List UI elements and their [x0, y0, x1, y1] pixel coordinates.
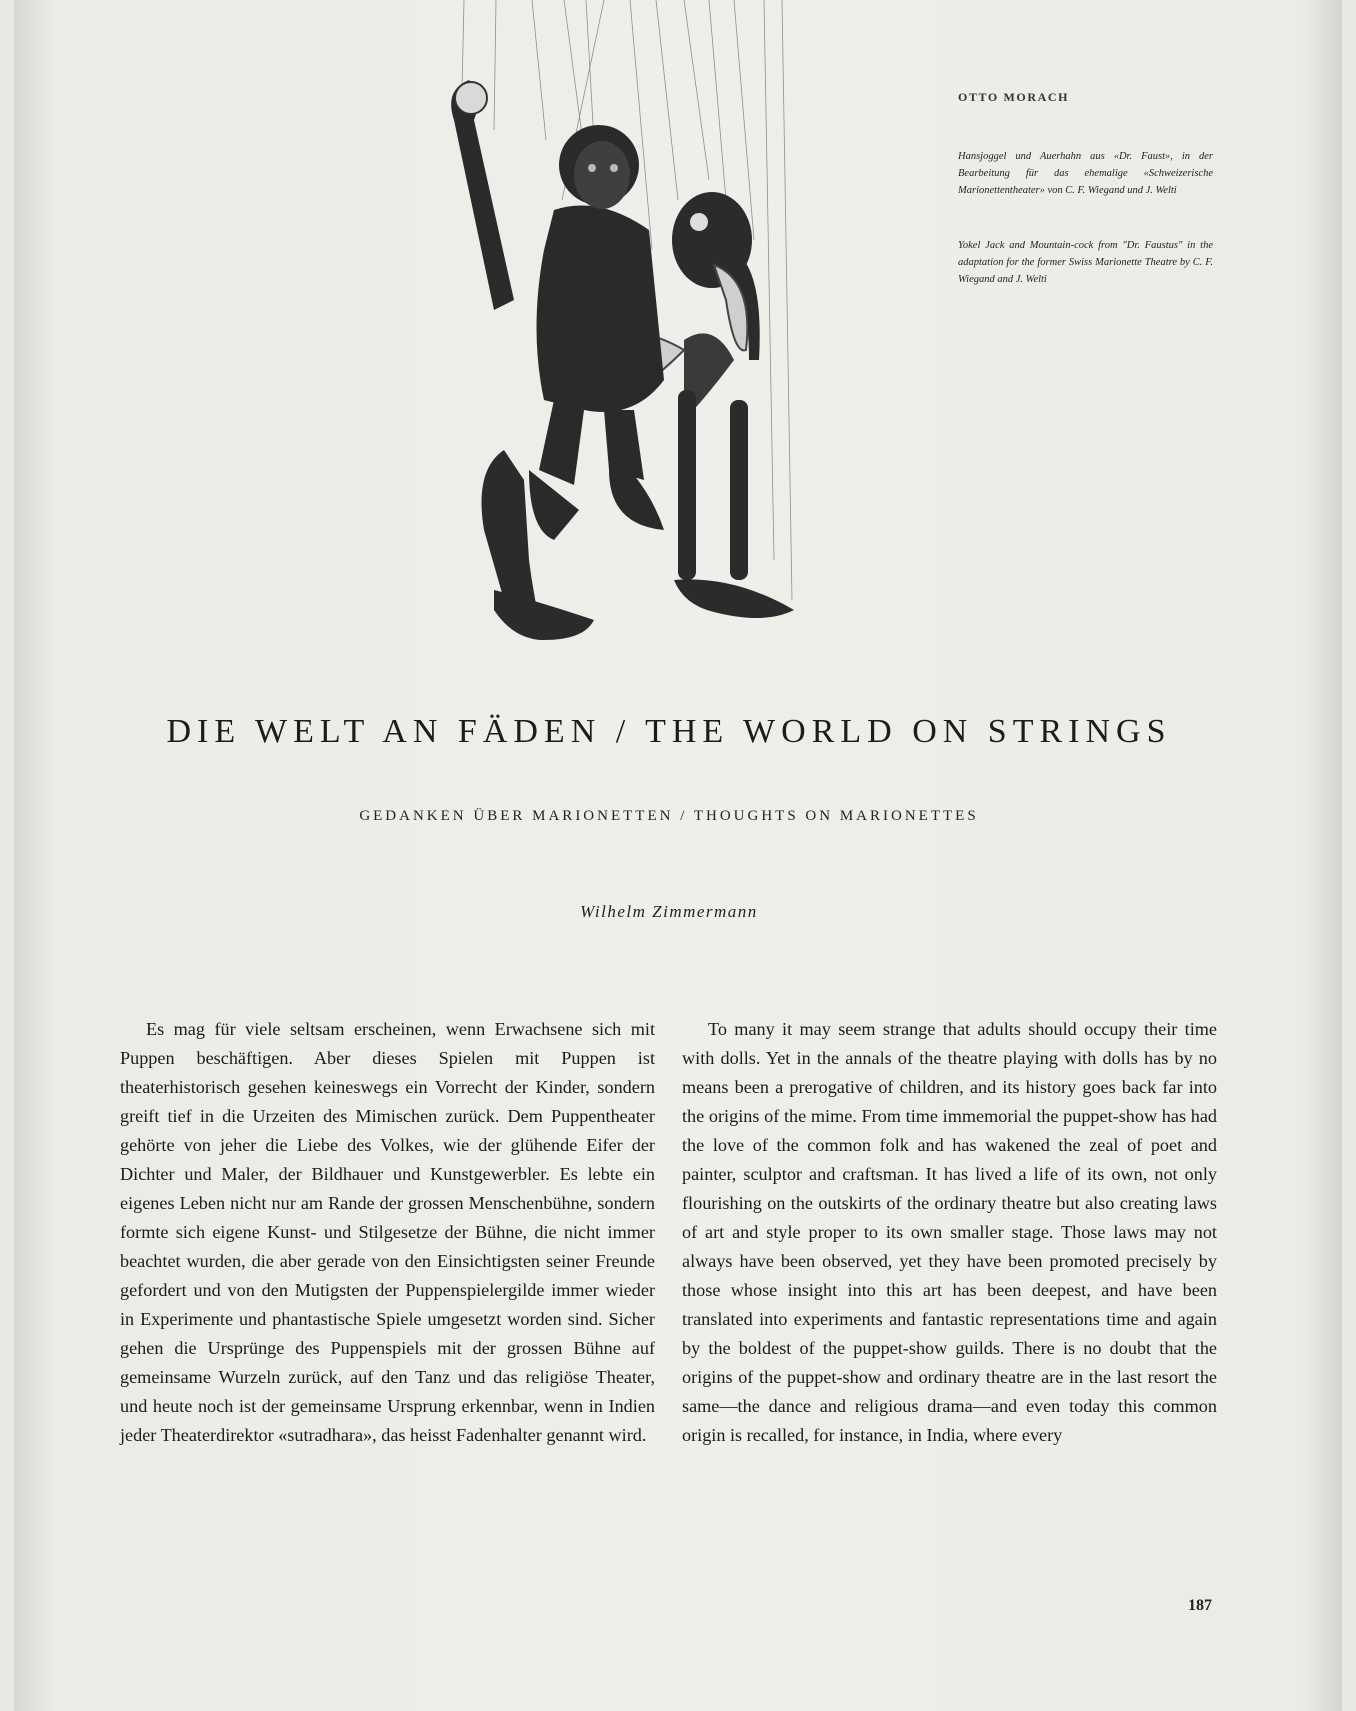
- photo-credit: OTTO MORACH: [958, 90, 1070, 104]
- body-paragraph-german: Es mag für viele seltsam erscheinen, wenn Erwachsene sich mit Puppen beschäftigen. Aber dieses Spielen mit Puppen ist theaterhistorisch gesehen keineswegs ein Vorrecht der Kinder, sondern greift tief in die Urzeiten des Mimischen zurück. Dem Puppentheater gehörte von jeher die Liebe des Volkes, wie der glühende Eifer der Dichter und Maler, der Bildhauer und Kunstgewerbler. Es lebte ein eigenes Leben nicht nur am Rande der grossen Menschenbühne, sondern formte sich eigene Kunst- und Stilgesetze der Bühne, die nicht immer beachtet wurden, die aber gerade von den Einsichtigsten seiner Freunde gefordert und von den Mutigsten der Puppenspielergilde immer wieder in Experimente und phantastische Spiele umgesetzt worden sind. Sicher gehen die Ursprünge des Puppenspiels mit der grossen Bühne auf gemeinsame Wurzeln zurück, auf den Tanz und das religiöse Theater, und heute noch ist der gemeinsame Ursprung erkennbar, wenn in Indien jeder Theaterdirektor «sutradhara», das heisst Fadenhalter genannt wird.: [120, 1019, 655, 1445]
- article-subtitle: GEDANKEN ÜBER MARIONETTEN / THOUGHTS ON MARIONETTES: [359, 808, 979, 824]
- article-title: DIE WELT AN FÄDEN / THE WORLD ON STRINGS: [166, 713, 1172, 750]
- page-number: 187: [1188, 1597, 1212, 1614]
- body-column-german: [120, 1015, 655, 1450]
- photo-caption-english: Yokel Jack and Mountain-cock from "Dr. Faustus" in the adaptation for the former Swiss Marionette Theatre by C. F. Wiegand and J. Welti: [958, 240, 1213, 285]
- body-column-english: [682, 1015, 1217, 1450]
- article-author: Wilhelm Zimmermann: [580, 902, 758, 921]
- magazine-page: [14, 0, 1342, 1711]
- photo-caption-german: Hansjoggel und Auerhahn aus «Dr. Faust», in der Bearbeitung für das ehemalige «Schweizerische Marionettentheater» von C. F. Wiegand und J. Welti: [958, 151, 1213, 196]
- marionette-photo: [434, 0, 974, 660]
- body-paragraph-english: To many it may seem strange that adults should occupy their time with dolls. Yet in the annals of the theatre playing with dolls has by no means been a prerogative of children, and its history goes back far into the origins of the mime. From time immemorial the puppet-show has had the love of the common folk and has wakened the zeal of poet and painter, sculptor and craftsman. It has lived a life of its own, not only flourishing on the outskirts of the ordinary theatre but also creating laws of art and style proper to its own smaller stage. Those laws may not always have been observed, yet they have been promoted precisely by those whose insight into this art has been deepest, and have been translated into experiments and fantastic representations time and again by the boldest of the puppet-show guilds. There is no doubt that the origins of the puppet-show and ordinary theatre are in the last resort the same—the dance and religious drama—and even today this common origin is recalled, for instance, in India, where every: [682, 1019, 1217, 1445]
